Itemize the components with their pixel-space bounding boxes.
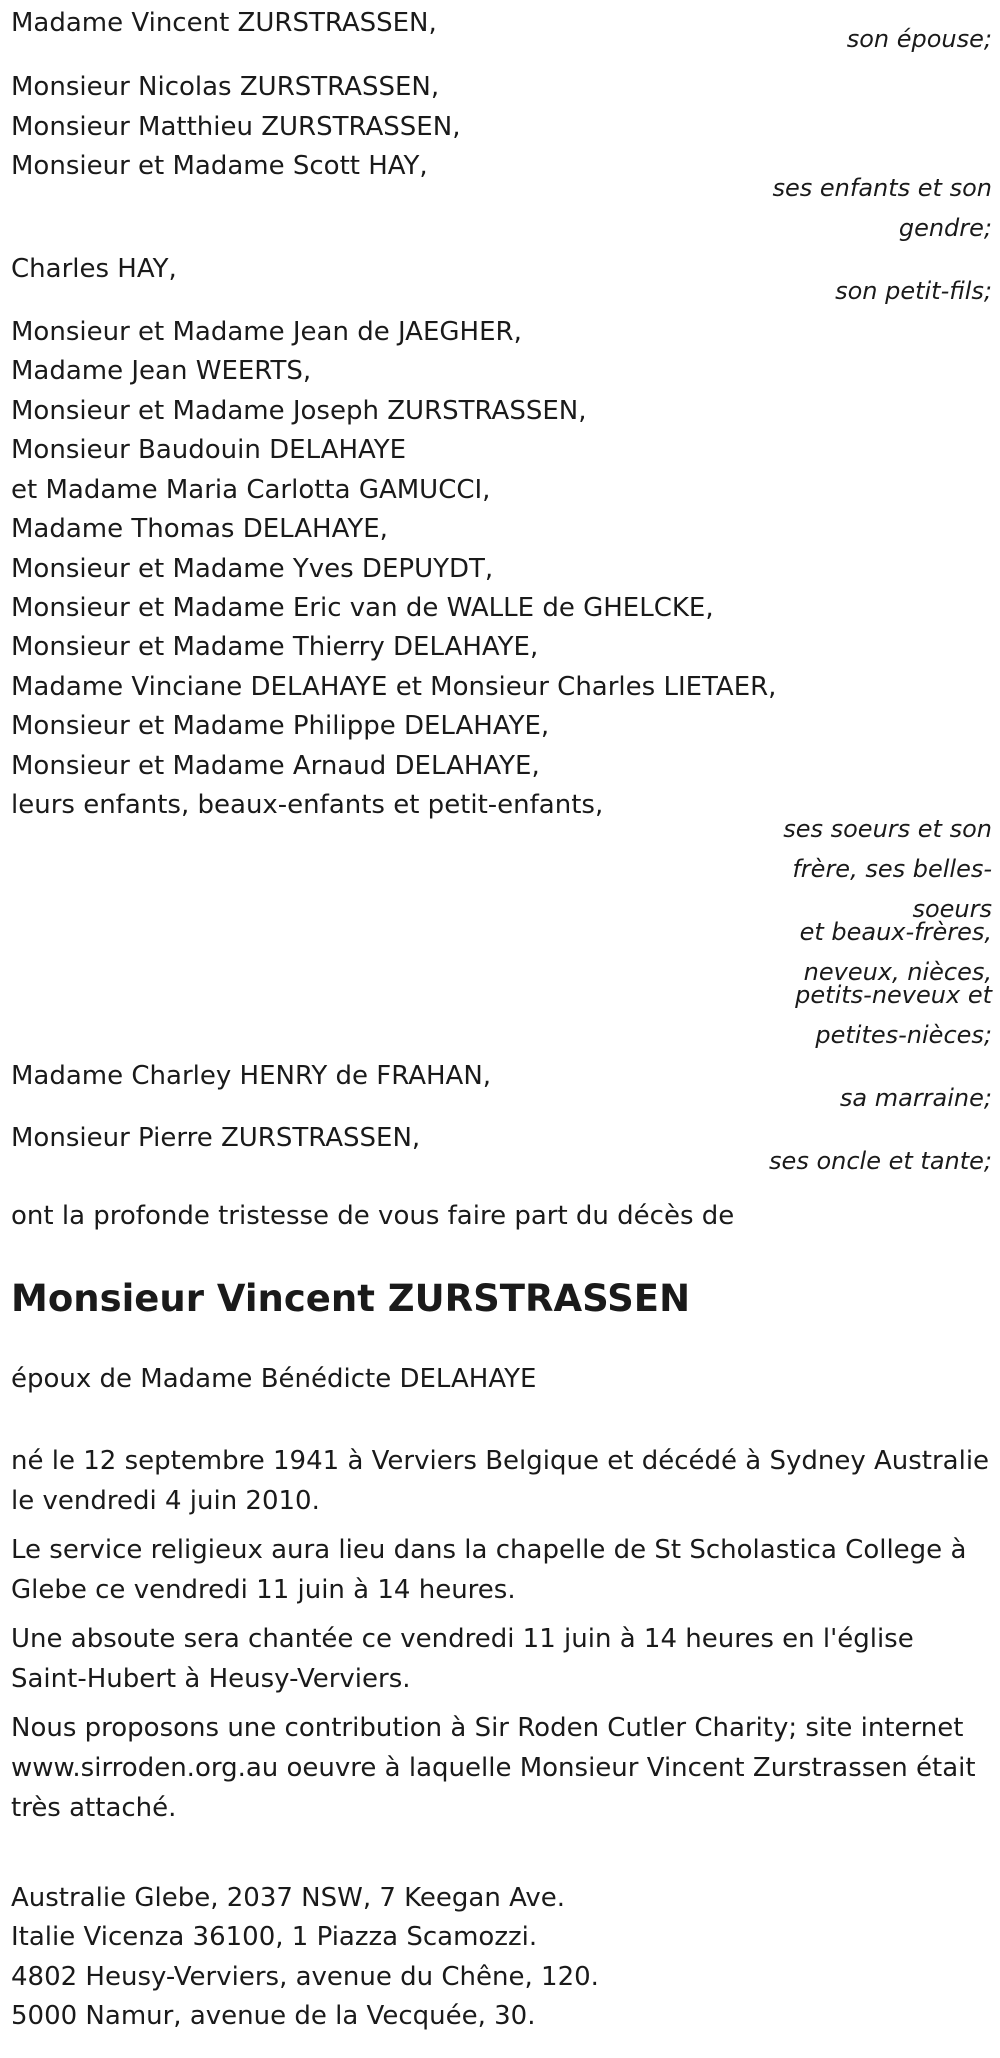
detail-birth-death: né le 12 septembre 1941 à Verviers Belgique et décédé à Sydney Australie le vendredi 4 juin 2010.	[11, 1446, 990, 1516]
siblings-relation-line: soeurs	[912, 895, 992, 923]
deceased-spouse-line: époux de Madame Bénédicte DELAHAYE	[11, 1364, 537, 1394]
sibling-name: et Madame Maria Carlotta GAMUCCI,	[11, 475, 491, 505]
detail-contribution: Nous proposons une contribution à Sir Roden Cutler Charity; site internet www.sirroden.org.au oeuvre à laquelle Monsieur Vincent Zurstrassen était très attaché.	[11, 1713, 976, 1823]
godmother-name: Madame Charley HENRY de FRAHAN,	[11, 1061, 492, 1091]
siblings-relation-line: ses soeurs et son	[783, 815, 992, 843]
sibling-name: Madame Jean WEERTS,	[11, 356, 312, 386]
grandson-relation: son petit-fils;	[835, 277, 992, 305]
siblings-relation-line: frère, ses belles-	[792, 855, 992, 883]
siblings-relation-line: et beaux-frères,	[799, 918, 992, 946]
spouse-relation: son épouse;	[846, 25, 992, 53]
address-line: Australie Glebe, 2037 NSW, 7 Keegan Ave.	[11, 1883, 565, 1913]
sibling-name: Monsieur et Madame Eric van de WALLE de GHELCKE,	[11, 593, 714, 623]
deceased-name: Monsieur Vincent ZURSTRASSEN	[11, 1277, 691, 1320]
sibling-name: Madame Vinciane DELAHAYE et Monsieur Charles LIETAER,	[11, 672, 777, 702]
sibling-name: Monsieur Baudouin DELAHAYE	[11, 435, 407, 465]
sibling-name: Monsieur et Madame Jean de JAEGHER,	[11, 317, 522, 347]
address-line: 4802 Heusy-Verviers, avenue du Chêne, 120.	[11, 1962, 599, 1992]
announcement-text: ont la profonde tristesse de vous faire part du décès de	[11, 1201, 735, 1231]
siblings-relation-line: petits-neveux et	[795, 981, 992, 1009]
child-name: Monsieur Matthieu ZURSTRASSEN,	[11, 112, 461, 142]
detail-absolution: Une absoute sera chantée ce vendredi 11 juin à 14 heures en l'église Saint-Hubert à Heusy-Verviers.	[11, 1624, 914, 1694]
uncle-name: Monsieur Pierre ZURSTRASSEN,	[11, 1123, 421, 1153]
child-name: Monsieur Nicolas ZURSTRASSEN,	[11, 72, 440, 102]
sibling-name: leurs enfants, beaux-enfants et petit-enfants,	[11, 790, 604, 820]
address-line: Italie Vicenza 36100, 1 Piazza Scamozzi.	[11, 1922, 538, 1952]
sibling-name: Monsieur et Madame Philippe DELAHAYE,	[11, 711, 550, 741]
uncle-relation: ses oncle et tante;	[769, 1147, 992, 1175]
address-line: 5000 Namur, avenue de la Vecquée, 30.	[11, 2001, 536, 2031]
children-relation-line: ses enfants et son	[772, 174, 992, 202]
grandson-name: Charles HAY,	[11, 254, 177, 284]
siblings-relation-line: neveux, nièces,	[803, 958, 992, 986]
sibling-name: Madame Thomas DELAHAYE,	[11, 514, 388, 544]
godmother-relation: sa marraine;	[839, 1084, 992, 1112]
sibling-name: Monsieur et Madame Joseph ZURSTRASSEN,	[11, 396, 587, 426]
spouse-name: Madame Vincent ZURSTRASSEN,	[11, 8, 437, 38]
sibling-name: Monsieur et Madame Thierry DELAHAYE,	[11, 632, 539, 662]
siblings-relation-line: petites-nièces;	[815, 1021, 992, 1049]
detail-religious-service: Le service religieux aura lieu dans la chapelle de St Scholastica College à Glebe ce vendredi 11 juin à 14 heures.	[11, 1535, 967, 1605]
children-relation-line: gendre;	[898, 214, 992, 242]
sibling-name: Monsieur et Madame Arnaud DELAHAYE,	[11, 751, 540, 781]
child-name: Monsieur et Madame Scott HAY,	[11, 151, 428, 181]
sibling-name: Monsieur et Madame Yves DEPUYDT,	[11, 554, 494, 584]
